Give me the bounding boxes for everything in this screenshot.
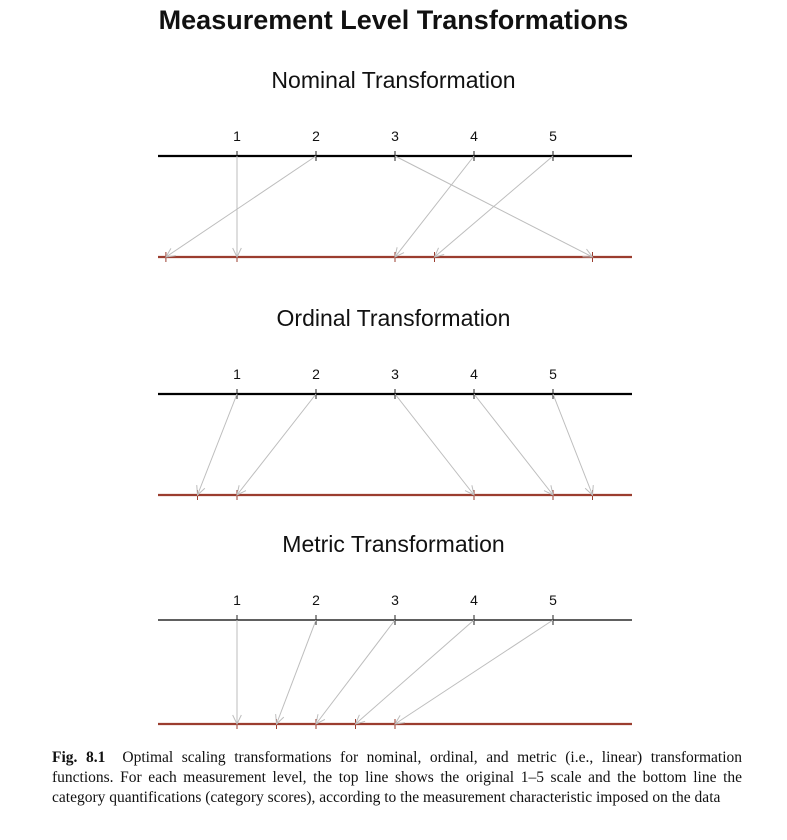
nominal-mapping-arrow	[395, 156, 474, 257]
metric-scale-tick-label: 5	[549, 592, 557, 608]
metric-scale-tick-label: 1	[233, 592, 241, 608]
metric-scale-tick-label: 4	[470, 592, 478, 608]
metric-mapping-arrow	[395, 620, 553, 724]
panel-title-ordinal: Ordinal Transformation	[276, 305, 511, 331]
nominal-scale-tick-label: 2	[312, 128, 320, 144]
ordinal-scale-tick-label: 5	[549, 366, 557, 382]
main-title: Measurement Level Transformations	[158, 5, 629, 35]
nominal-scale-tick-label: 5	[549, 128, 557, 144]
ordinal-mapping-arrow	[237, 394, 316, 495]
ordinal-mapping-arrow	[395, 394, 474, 495]
nominal-scale-tick-label: 4	[470, 128, 478, 144]
nominal-mapping-arrow	[435, 156, 554, 257]
metric-scale-tick-label: 3	[391, 592, 399, 608]
ordinal-scale-tick-label: 1	[233, 366, 241, 382]
figure-caption	[52, 748, 742, 808]
metric-mapping-arrow	[356, 620, 475, 724]
caption-label: Fig. 8.1	[52, 749, 106, 766]
ordinal-mapping-arrow	[474, 394, 553, 495]
ordinal-mapping-arrow	[553, 394, 593, 495]
metric-scale-tick-label: 2	[312, 592, 320, 608]
caption-text: Optimal scaling transformations for nominal, ordinal, and metric (i.e., linear) transformation functions. For each measurement level, the top line shows the original 1–5 scale and the bottom line the category quantifications (category scores), according to the measurement characteristic imposed on the data	[52, 749, 743, 806]
ordinal-scale-tick-label: 2	[312, 366, 320, 382]
panel-title-metric: Metric Transformation	[282, 531, 505, 557]
ordinal-scale-tick-label: 3	[391, 366, 399, 382]
panel-title-nominal: Nominal Transformation	[271, 67, 516, 93]
metric-mapping-arrow	[277, 620, 317, 724]
nominal-scale-tick-label: 3	[391, 128, 399, 144]
metric-mapping-arrow	[316, 620, 395, 724]
ordinal-scale-tick-label: 4	[470, 366, 478, 382]
ordinal-mapping-arrow	[198, 394, 238, 495]
nominal-mapping-arrow	[166, 156, 316, 257]
nominal-scale-tick-label: 1	[233, 128, 241, 144]
